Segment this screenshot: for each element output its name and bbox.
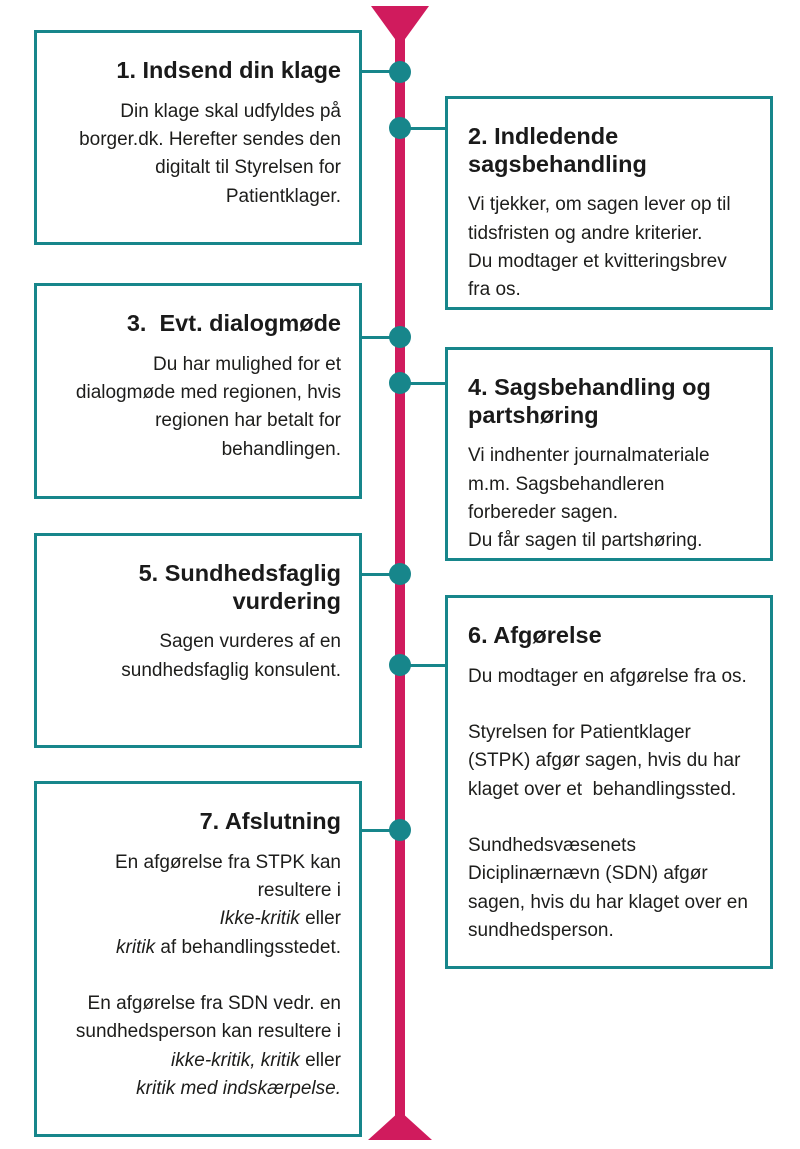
step-6-title: 6. Afgørelse	[468, 622, 602, 648]
timeline-start-arrow-icon	[371, 6, 429, 46]
timeline-dot-1	[389, 61, 411, 83]
timeline-dot-3	[389, 326, 411, 348]
step-4-box	[445, 347, 773, 561]
step-3-body: Du har mulighed for et dialogmøde med regionen, hvis regionen har betalt for behandlingen.	[75, 353, 347, 460]
step-2-title: 2. Indledende sagsbehandling	[468, 123, 647, 177]
step-5-title: 5. Sundhedsfaglig vurdering	[138, 560, 348, 614]
step-1-title: 1. Indsend din klage	[116, 57, 341, 83]
step-7-title: 7. Afslutning	[199, 808, 341, 834]
timeline-dot-5	[389, 563, 411, 585]
timeline-dot-6	[389, 654, 411, 676]
step-5-body: Sagen vurderes af en sundhedsfaglig konsulent.	[121, 631, 347, 681]
step-5-box	[34, 533, 362, 748]
step-6-body: Du modtager en afgørelse fra os. Styrelsen for Patientklager (STPK) afgør sagen, hvis du har klaget over et behandlingssted. Sundhedsvæsenets Diciplinærnævn (SDN) afgør sagen, hvis du har klaget over en sundhedsperson.	[468, 665, 754, 941]
step-6-box	[445, 595, 773, 969]
step-1-box	[34, 30, 362, 245]
timeline-dot-4	[389, 372, 411, 394]
timeline-end-arrow-icon	[368, 1111, 432, 1140]
step-7-box	[34, 781, 362, 1137]
step-4-body: Vi indhenter journalmateriale m.m. Sagsbehandleren forbereder sagen. Du får sagen til partshøring.	[468, 445, 715, 552]
timeline-dot-7	[389, 819, 411, 841]
step-2-body: Vi tjekker, om sagen lever op til tidsfristen og andre kriterier. Du modtager et kvitteringsbrev fra os.	[468, 194, 736, 301]
step-2-box	[445, 96, 773, 310]
step-7-body: En afgørelse fra STPK kan resultere i Ikke-kritik eller kritik af behandlingsstedet. En afgørelse fra SDN vedr. en sundhedsperson kan resultere i ikke-kritik, kritik eller kritik med indskærpelse.	[75, 851, 347, 1099]
step-3-title: 3. Evt. dialogmøde	[126, 310, 341, 336]
step-4-title: 4. Sagsbehandling og partshøring	[468, 374, 718, 428]
step-1-body: Din klage skal udfyldes på borger.dk. Herefter sendes den digitalt til Styrelsen for Patientklager.	[79, 100, 347, 207]
timeline-dot-2	[389, 117, 411, 139]
step-3-box	[34, 283, 362, 499]
